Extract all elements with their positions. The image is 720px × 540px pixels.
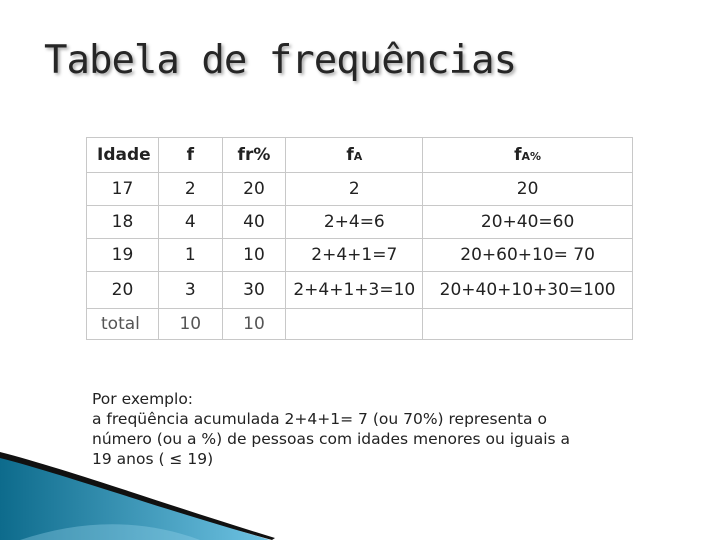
cell-fa: 2+4+1=7 bbox=[286, 239, 423, 272]
cell-total-fr: 10 bbox=[222, 309, 286, 340]
cell-fa: 2 bbox=[286, 173, 423, 206]
header-fap bbox=[423, 138, 633, 173]
header-idade: Idade bbox=[87, 138, 159, 173]
cell-idade: 19 bbox=[87, 239, 159, 272]
cell-idade: 18 bbox=[87, 206, 159, 239]
header-fa-main: f bbox=[346, 145, 354, 165]
cell-fr: 30 bbox=[222, 272, 286, 309]
note-line: número (ou a %) de pessoas com idades menores ou iguais a bbox=[92, 430, 571, 448]
decorative-swoosh bbox=[0, 440, 300, 540]
cell-fa: 2+4=6 bbox=[286, 206, 423, 239]
cell-fap: 20+60+10= 70 bbox=[423, 239, 633, 272]
header-fa bbox=[286, 138, 423, 173]
note-line: Por exemplo: bbox=[92, 390, 194, 408]
note-line: 19 anos ( ≤ 19) bbox=[92, 450, 214, 468]
table-row bbox=[87, 206, 633, 239]
cell-fap: 20+40=60 bbox=[423, 206, 633, 239]
cell-total-label: total bbox=[87, 309, 159, 340]
cell-fap: 20 bbox=[423, 173, 633, 206]
cell-idade: 17 bbox=[87, 173, 159, 206]
frequency-table bbox=[86, 137, 633, 340]
slide-title: Tabela de frequências bbox=[44, 38, 517, 83]
header-fr: fr% bbox=[222, 138, 286, 173]
header-fap-sub: A% bbox=[521, 150, 542, 163]
cell-total-f: 10 bbox=[158, 309, 222, 340]
cell-idade: 20 bbox=[87, 272, 159, 309]
cell-fap: 20+40+10+30=100 bbox=[423, 272, 633, 309]
header-f: f bbox=[158, 138, 222, 173]
cell-f: 3 bbox=[158, 272, 222, 309]
cell-f: 2 bbox=[158, 173, 222, 206]
cell-fr: 40 bbox=[222, 206, 286, 239]
cell-fa: 2+4+1+3=10 bbox=[286, 272, 423, 309]
table-row bbox=[87, 239, 633, 272]
header-fa-sub: A bbox=[353, 150, 363, 163]
cell-f: 1 bbox=[158, 239, 222, 272]
cell-fr: 20 bbox=[222, 173, 286, 206]
table-header-row bbox=[87, 138, 633, 173]
cell-total-fap bbox=[423, 309, 633, 340]
cell-total-fa bbox=[286, 309, 423, 340]
table-row bbox=[87, 173, 633, 206]
cell-f: 4 bbox=[158, 206, 222, 239]
table-row bbox=[87, 272, 633, 309]
header-fap-main: f bbox=[514, 145, 522, 165]
note-line: a freqüência acumulada 2+4+1= 7 (ou 70%) representa o bbox=[92, 410, 547, 428]
cell-fr: 10 bbox=[222, 239, 286, 272]
table-total-row bbox=[87, 309, 633, 340]
